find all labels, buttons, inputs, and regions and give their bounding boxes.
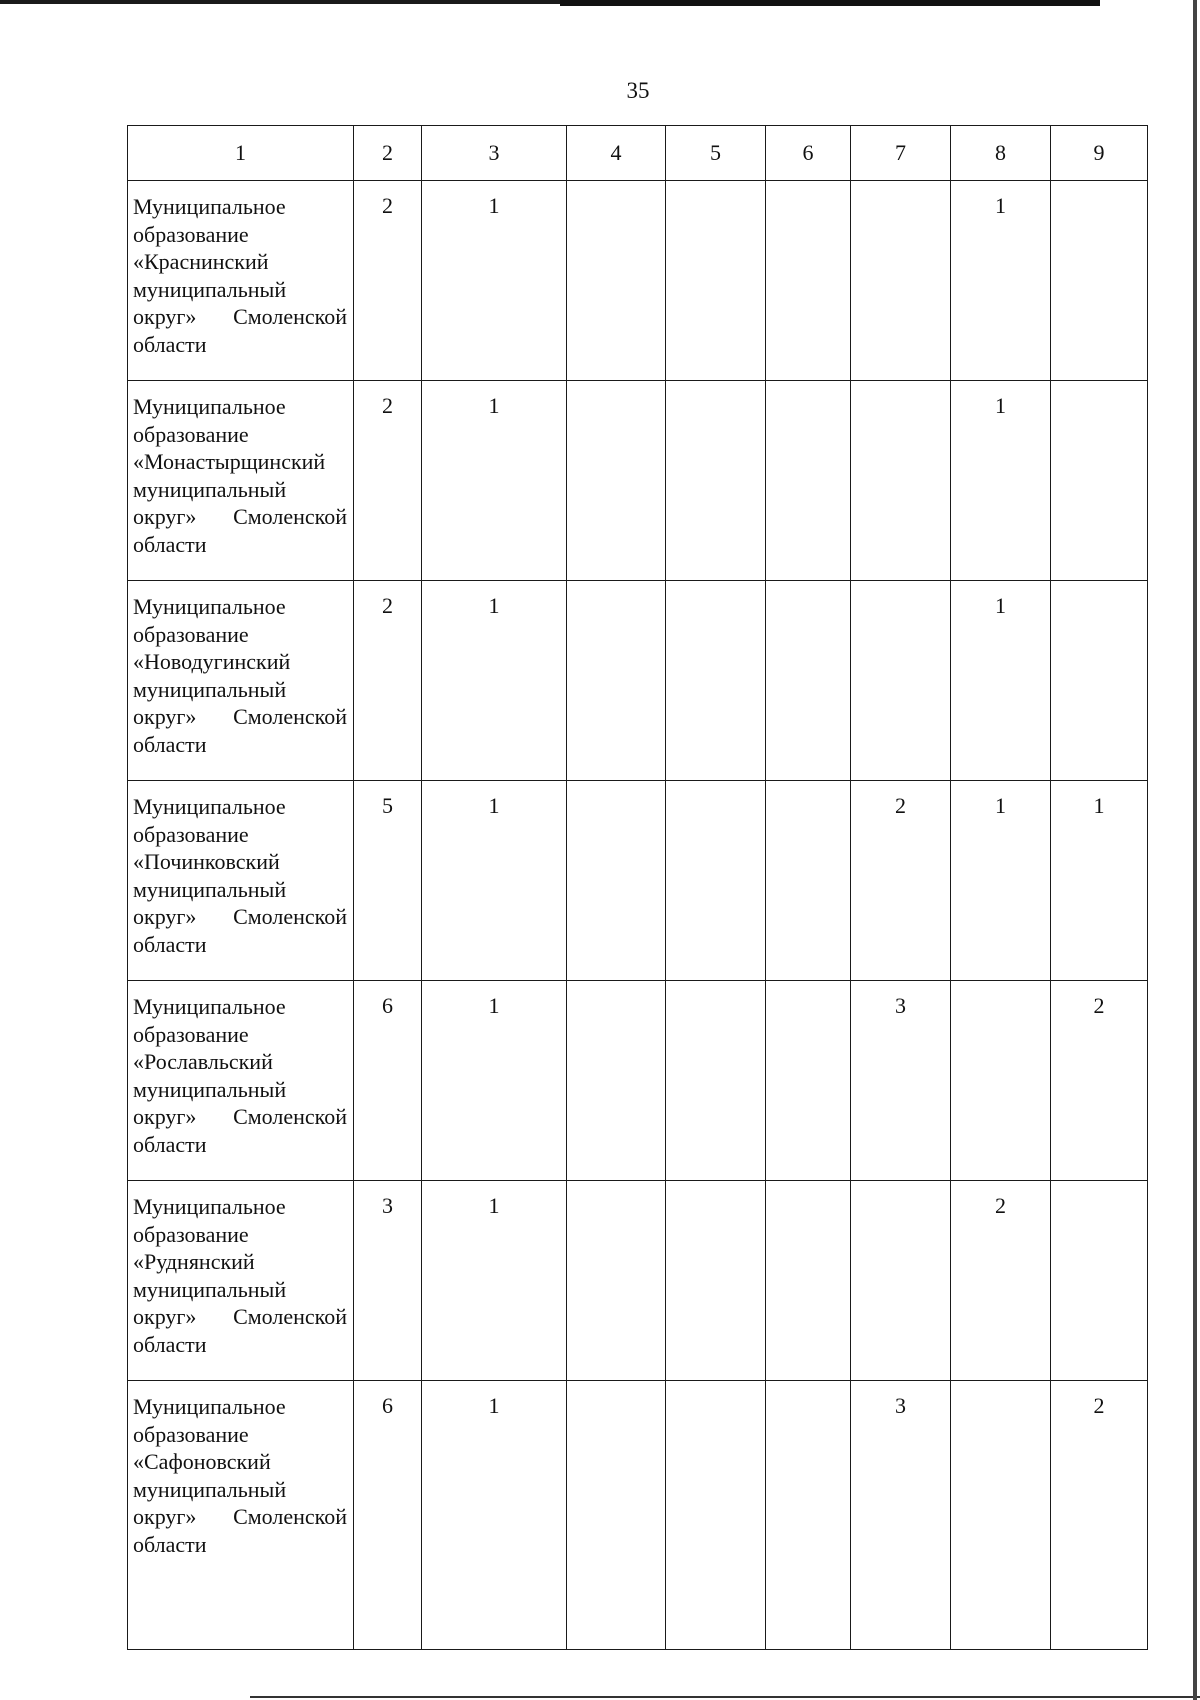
value-cell-col-3: 1 <box>422 781 567 981</box>
municipality-name-word: Смоленской <box>233 904 347 929</box>
value-cell-col-6 <box>766 1181 851 1381</box>
data-table <box>127 125 1148 1650</box>
municipality-name-line: области <box>133 1331 207 1357</box>
municipality-name-word: округ» <box>133 1304 197 1329</box>
value-cell-col-5 <box>666 581 766 781</box>
value-cell-col-4 <box>567 781 666 981</box>
municipality-name-word: Смоленской <box>233 504 347 529</box>
municipality-name-line: области <box>133 1531 207 1557</box>
column-header: 5 <box>666 126 766 181</box>
value-cell-col-8 <box>951 1381 1051 1650</box>
column-header: 2 <box>354 126 422 181</box>
municipality-name-cell <box>128 581 354 781</box>
municipality-name-line: области <box>133 331 207 357</box>
municipality-name-line: образование <box>133 1421 249 1447</box>
municipality-name-line: области <box>133 931 207 957</box>
municipality-name-line: Муниципальное <box>133 794 286 819</box>
municipality-name-line <box>133 1103 347 1131</box>
municipality-name-line <box>133 703 347 731</box>
value-cell-col-6 <box>766 781 851 981</box>
column-header: 9 <box>1051 126 1148 181</box>
value-cell-col-5 <box>666 1381 766 1650</box>
municipality-name-line <box>133 903 347 931</box>
municipality-name-word: Смоленской <box>233 1104 347 1129</box>
value-cell-col-8: 1 <box>951 181 1051 381</box>
municipality-name-line: «Рославльский <box>133 1049 273 1074</box>
value-cell-col-5 <box>666 181 766 381</box>
municipality-name-line: образование <box>133 621 249 647</box>
municipality-name-line: образование <box>133 1221 249 1247</box>
value-cell-col-9 <box>1051 181 1148 381</box>
table-row <box>128 381 1148 581</box>
value-cell-col-3: 1 <box>422 981 567 1181</box>
municipality-name-cell <box>128 381 354 581</box>
municipality-name-word: Смоленской <box>233 1504 347 1529</box>
table-row <box>128 1381 1148 1650</box>
municipality-name-line: муниципальный <box>133 876 287 902</box>
municipality-name-line: области <box>133 731 207 757</box>
municipality-name-line: области <box>133 1131 207 1157</box>
value-cell-col-5 <box>666 381 766 581</box>
column-header: 8 <box>951 126 1051 181</box>
municipality-name-line: «Сафоновский <box>133 1449 271 1474</box>
column-header: 4 <box>567 126 666 181</box>
value-cell-col-7 <box>851 181 951 381</box>
value-cell-col-9: 2 <box>1051 981 1148 1181</box>
value-cell-col-2: 2 <box>354 181 422 381</box>
column-header: 1 <box>128 126 354 181</box>
municipality-name-line: «Краснинский <box>133 249 269 274</box>
municipality-name-word: Смоленской <box>233 1304 347 1329</box>
value-cell-col-9 <box>1051 1181 1148 1381</box>
column-header: 3 <box>422 126 567 181</box>
value-cell-col-7 <box>851 381 951 581</box>
municipality-name-line: «Новодугинский <box>133 649 291 674</box>
municipality-name-word: Смоленской <box>233 704 347 729</box>
value-cell-col-3: 1 <box>422 181 567 381</box>
value-cell-col-7: 2 <box>851 781 951 981</box>
value-cell-col-4 <box>567 981 666 1181</box>
value-cell-col-9 <box>1051 381 1148 581</box>
value-cell-col-6 <box>766 381 851 581</box>
value-cell-col-2: 5 <box>354 781 422 981</box>
value-cell-col-8 <box>951 981 1051 1181</box>
municipality-name-line <box>133 503 347 531</box>
value-cell-col-8: 1 <box>951 581 1051 781</box>
table-row <box>128 181 1148 381</box>
scan-border-top-thick <box>560 0 1100 6</box>
value-cell-col-4 <box>567 1381 666 1650</box>
value-cell-col-9: 1 <box>1051 781 1148 981</box>
value-cell-col-5 <box>666 1181 766 1381</box>
table-row <box>128 1181 1148 1381</box>
municipality-name-line: Муниципальное <box>133 194 286 219</box>
municipality-name-line: «Монастырщинский <box>133 449 326 474</box>
value-cell-col-3: 1 <box>422 1381 567 1650</box>
page-number: 35 <box>626 78 650 103</box>
municipality-name-cell <box>128 981 354 1181</box>
municipality-name-word: округ» <box>133 904 197 929</box>
municipality-name-line: муниципальный <box>133 276 287 302</box>
value-cell-col-2: 6 <box>354 1381 422 1650</box>
municipality-name-line <box>133 1503 347 1531</box>
table-row <box>128 781 1148 981</box>
column-header: 6 <box>766 126 851 181</box>
municipality-name-line: «Руднянский <box>133 1249 255 1274</box>
value-cell-col-7 <box>851 581 951 781</box>
municipality-name-word: округ» <box>133 1104 197 1129</box>
municipality-name-line: образование <box>133 221 249 247</box>
value-cell-col-5 <box>666 981 766 1181</box>
value-cell-col-4 <box>567 581 666 781</box>
municipality-name-line: муниципальный <box>133 476 287 502</box>
value-cell-col-3: 1 <box>422 381 567 581</box>
value-cell-col-3: 1 <box>422 1181 567 1381</box>
value-cell-col-4 <box>567 1181 666 1381</box>
municipality-name-line: «Починковский <box>133 849 280 874</box>
table-header-row <box>128 126 1148 181</box>
municipality-name-line: Муниципальное <box>133 1394 286 1419</box>
municipality-name-line: муниципальный <box>133 1276 287 1302</box>
municipality-name-word: Смоленской <box>233 304 347 329</box>
value-cell-col-5 <box>666 781 766 981</box>
value-cell-col-2: 2 <box>354 381 422 581</box>
value-cell-col-8: 1 <box>951 381 1051 581</box>
value-cell-col-7 <box>851 1181 951 1381</box>
value-cell-col-9: 2 <box>1051 1381 1148 1650</box>
scan-border-right <box>1193 0 1197 1700</box>
table-body <box>128 181 1148 1650</box>
municipality-name-cell <box>128 781 354 981</box>
municipality-name-line: области <box>133 531 207 557</box>
value-cell-col-2: 2 <box>354 581 422 781</box>
municipality-name-word: округ» <box>133 304 197 329</box>
value-cell-col-8: 2 <box>951 1181 1051 1381</box>
value-cell-col-6 <box>766 1381 851 1650</box>
value-cell-col-4 <box>567 181 666 381</box>
municipality-name-word: округ» <box>133 704 197 729</box>
municipality-name-line: муниципальный <box>133 676 287 702</box>
municipality-name-line: Муниципальное <box>133 594 286 619</box>
scan-border-bottom <box>250 1696 1200 1698</box>
value-cell-col-6 <box>766 981 851 1181</box>
value-cell-col-9 <box>1051 581 1148 781</box>
value-cell-col-2: 3 <box>354 1181 422 1381</box>
municipality-name-line <box>133 303 347 331</box>
value-cell-col-6 <box>766 181 851 381</box>
municipality-name-line: образование <box>133 1021 249 1047</box>
municipality-name-line: Муниципальное <box>133 1194 286 1219</box>
value-cell-col-4 <box>567 381 666 581</box>
value-cell-col-3: 1 <box>422 581 567 781</box>
table-row <box>128 581 1148 781</box>
municipality-name-line: Муниципальное <box>133 994 286 1019</box>
municipality-name-line: Муниципальное <box>133 394 286 419</box>
value-cell-col-8: 1 <box>951 781 1051 981</box>
municipality-name-line: муниципальный <box>133 1476 287 1502</box>
municipality-name-cell <box>128 1181 354 1381</box>
municipality-name-line <box>133 1303 347 1331</box>
table-row <box>128 981 1148 1181</box>
column-header: 7 <box>851 126 951 181</box>
value-cell-col-7: 3 <box>851 1381 951 1650</box>
municipality-name-cell <box>128 1381 354 1650</box>
municipality-name-cell <box>128 181 354 381</box>
value-cell-col-7: 3 <box>851 981 951 1181</box>
municipality-name-line: муниципальный <box>133 1076 287 1102</box>
value-cell-col-6 <box>766 581 851 781</box>
municipality-name-word: округ» <box>133 1504 197 1529</box>
municipality-name-line: образование <box>133 821 249 847</box>
municipality-name-line: образование <box>133 421 249 447</box>
municipality-name-word: округ» <box>133 504 197 529</box>
value-cell-col-2: 6 <box>354 981 422 1181</box>
